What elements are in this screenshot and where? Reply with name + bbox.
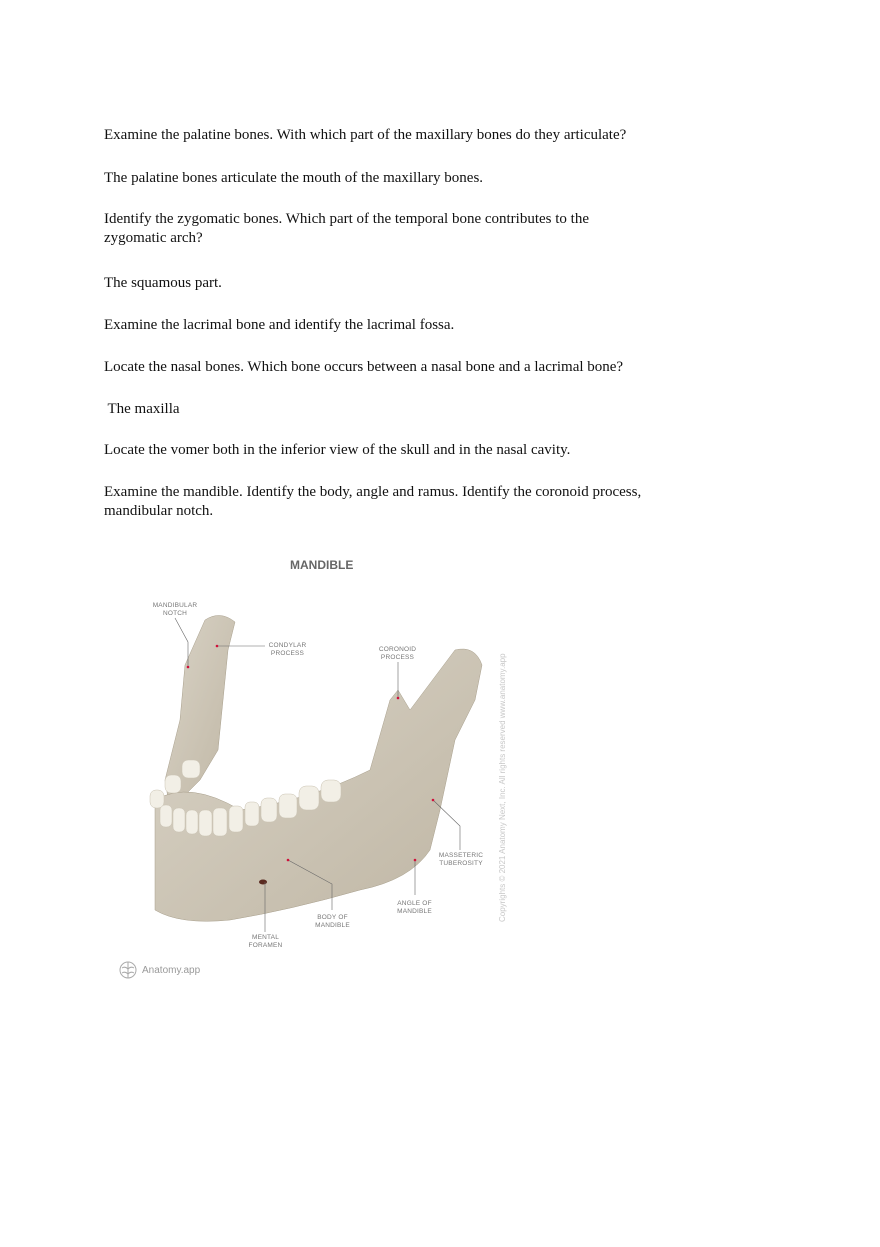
copyright-watermark: Copyrights © 2021 Anatomy Next, Inc. All rights reserved www.anatomy.app <box>498 653 507 922</box>
question-vomer: Locate the vomer both in the inferior view of the skull and in the nasal cavity. <box>104 442 571 458</box>
answer-zygomatic: The squamous part. <box>104 275 222 291</box>
question-mandible: Examine the mandible. Identify the body, angle and ramus. Identify the coronoid process, mandibular notch. <box>104 484 642 519</box>
question-palatine: Examine the palatine bones. With which part of the maxillary bones do they articulate? <box>104 127 627 143</box>
label-coronoid-process: CORONOID PROCESS <box>378 646 417 661</box>
label-body-of-mandible: BODY OF MANDIBLE <box>315 914 350 929</box>
mandible-figure <box>110 550 530 990</box>
answer-nasal: The maxilla <box>104 401 180 417</box>
label-condylar-process: CONDYLAR PROCESS <box>268 642 307 657</box>
logo-text: Anatomy.app <box>142 964 201 976</box>
label-mandibular-notch: MANDIBULAR NOTCH <box>152 602 198 617</box>
label-mental-foramen: MENTAL FORAMEN <box>248 934 283 949</box>
question-zygomatic: Identify the zygomatic bones. Which part of the temporal bone contributes to the zygomatic arch? <box>104 211 589 246</box>
answer-palatine: The palatine bones articulate the mouth of the maxillary bones. <box>104 170 484 186</box>
figure-title: MANDIBLE <box>290 558 354 572</box>
anatomy-app-logo <box>118 960 200 980</box>
brain-icon <box>118 960 138 980</box>
label-angle-of-mandible: ANGLE OF MANDIBLE <box>397 900 432 915</box>
label-masseteric-tuberosity: MASSETERIC TUBEROSITY <box>438 852 484 867</box>
question-lacrimal: Examine the lacrimal bone and identify the lacrimal fossa. <box>104 317 455 333</box>
question-nasal: Locate the nasal bones. Which bone occurs between a nasal bone and a lacrimal bone? <box>104 359 624 375</box>
